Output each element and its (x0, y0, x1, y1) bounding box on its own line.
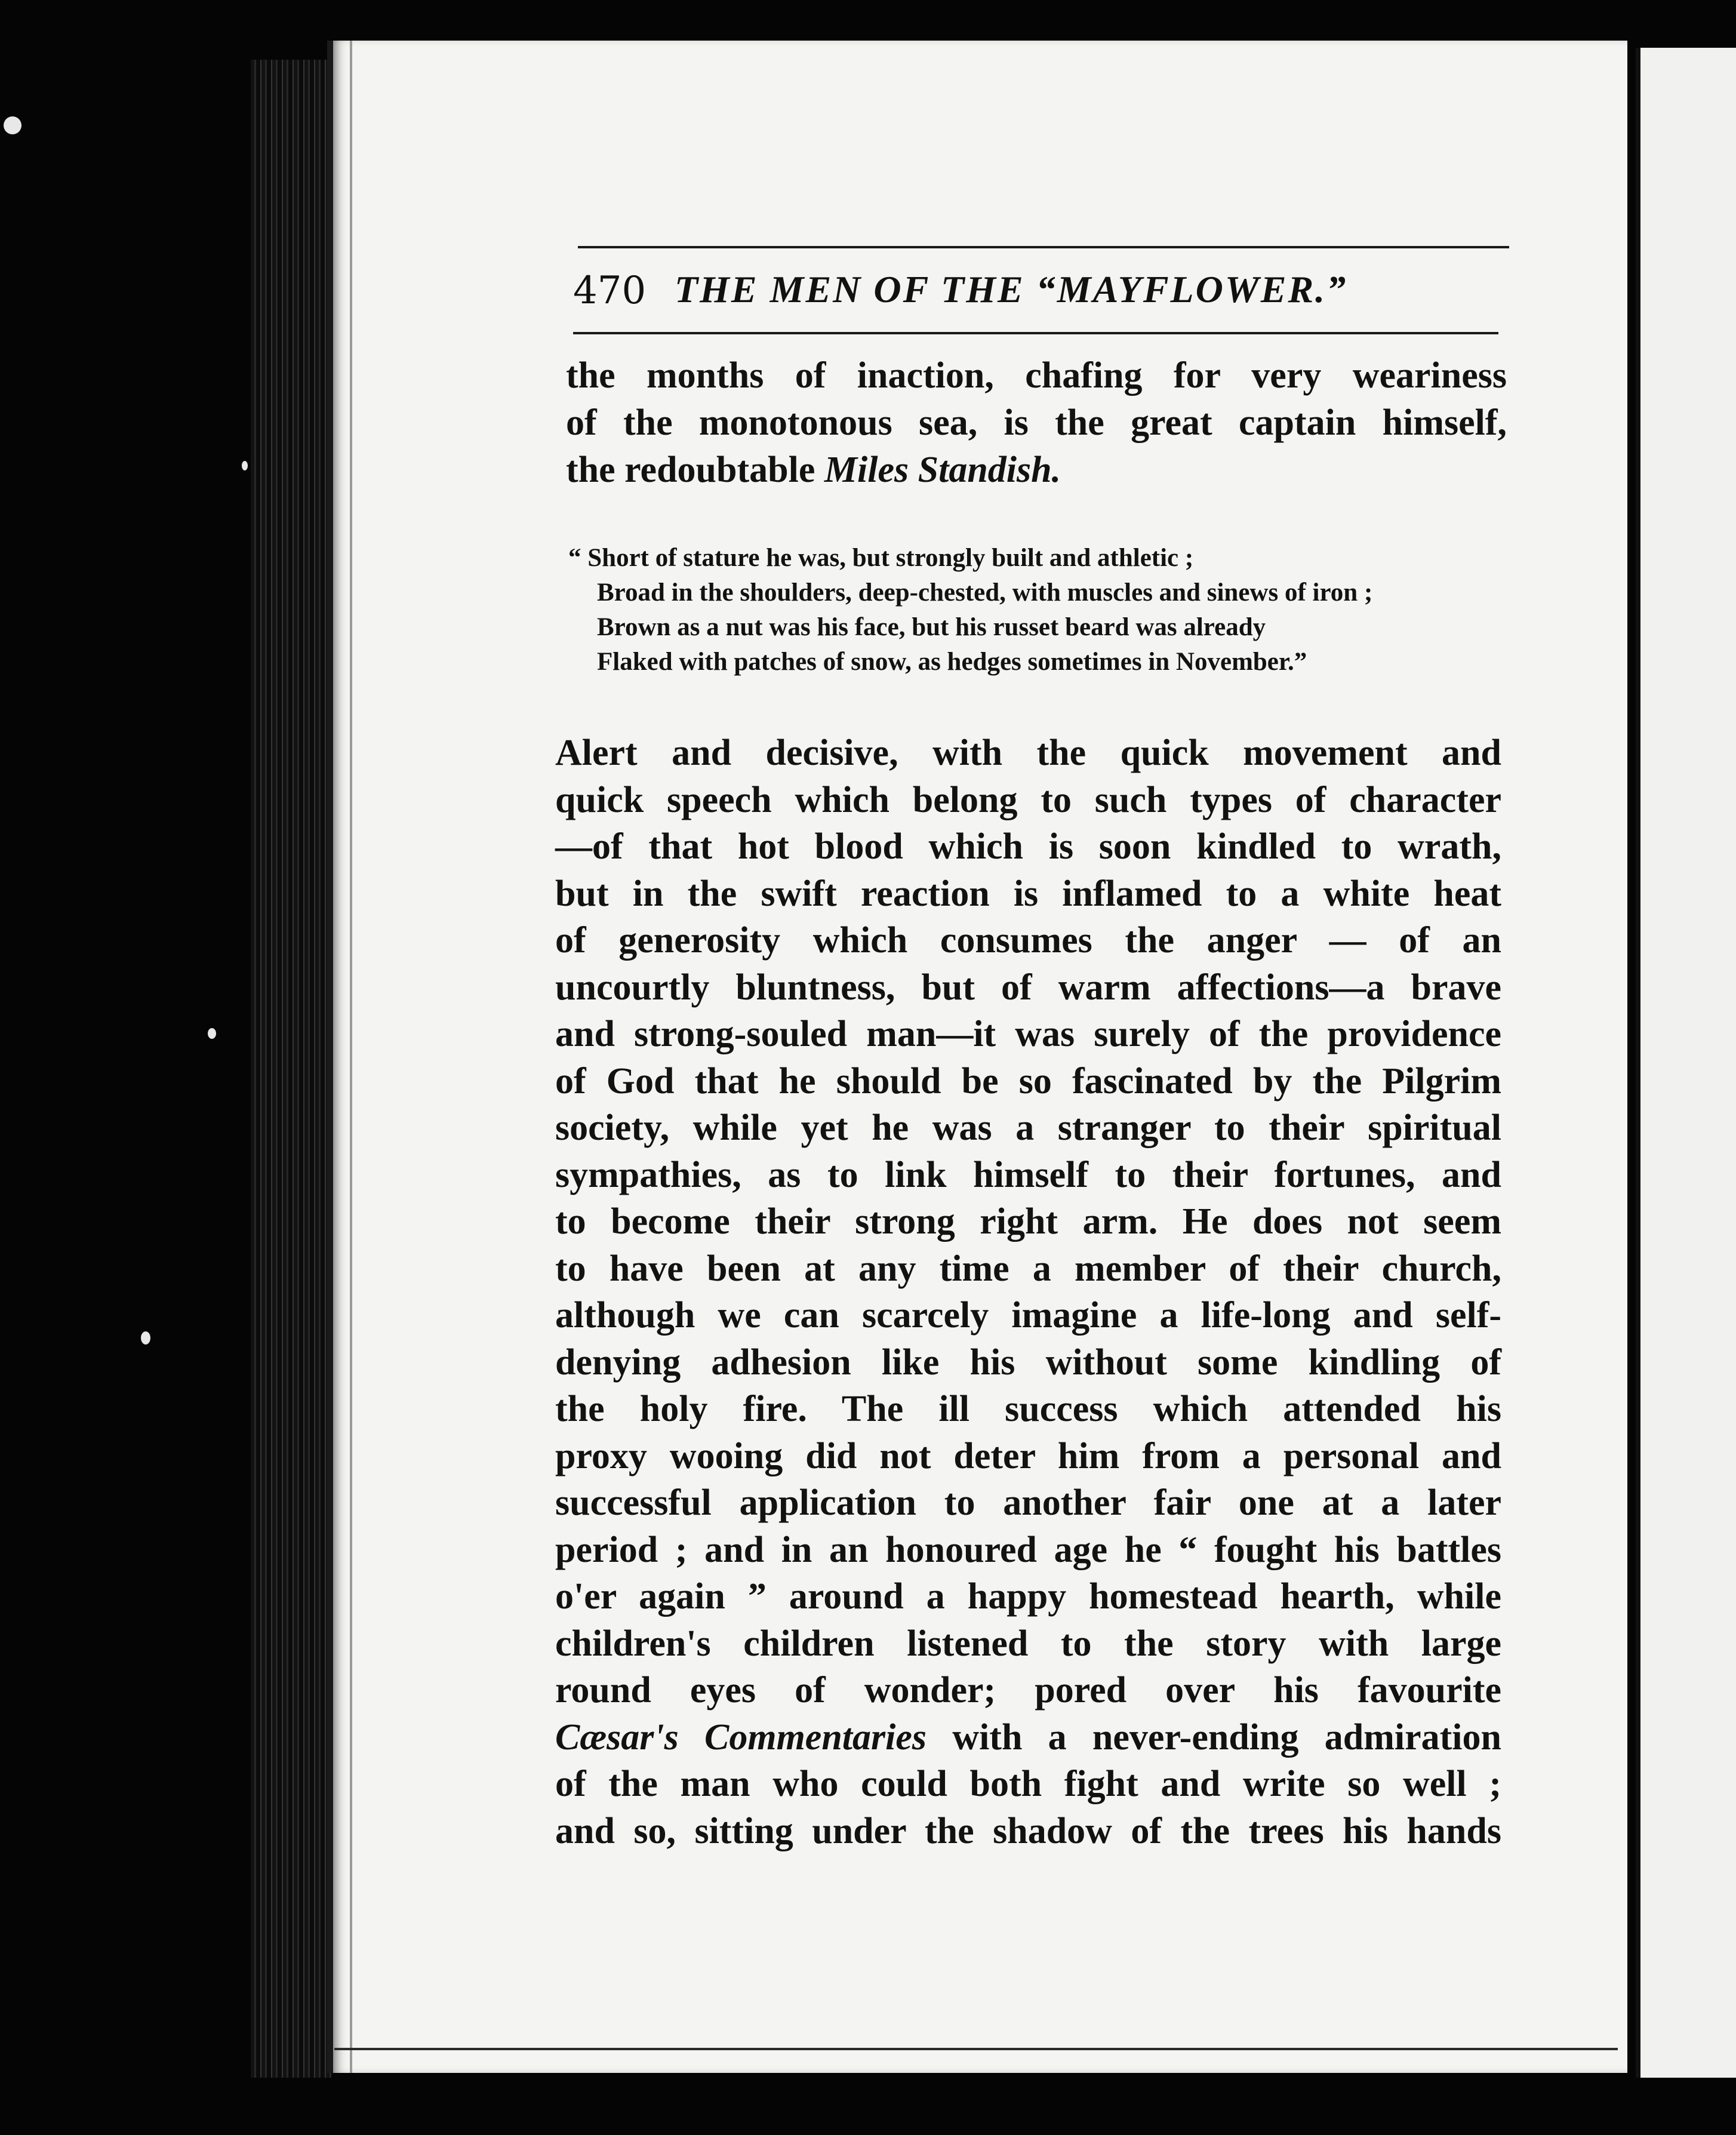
text-line: of God that he should be so fascinated by the Pilgrim (555, 1060, 1501, 1102)
text-line: o'er again ” around a happy homestead hearth, while (555, 1576, 1501, 1617)
italic-title: Cæsar's Commentaries (555, 1716, 927, 1758)
text-line: period ; and in an honoured age he “ fought his battles (555, 1529, 1501, 1570)
dust-speck (208, 1028, 216, 1039)
text-line: proxy wooing did not deter him from a personal and (555, 1435, 1501, 1476)
text-line (566, 447, 1507, 494)
text-line: and so, sitting under the shadow of the trees his hands (555, 1810, 1501, 1851)
text-line: the holy fire. The ill success which attended his (555, 1389, 1501, 1429)
text-line (555, 1714, 1501, 1761)
text-line: successful application to another fair one at a later (555, 1482, 1501, 1523)
body-paragraph (555, 730, 1501, 1854)
dust-speck (141, 1331, 150, 1345)
verse-line: Broad in the shoulders, deep-chested, with muscles and sinews of iron ; (597, 579, 1373, 607)
text-line: and strong-souled man—it was surely of the providence (555, 1014, 1501, 1054)
text-line: the months of inaction, chafing for very weariness (566, 355, 1507, 396)
text-line: to become their strong right arm. He does not seem (555, 1201, 1501, 1242)
intro-paragraph (566, 352, 1507, 494)
verse-quotation (568, 541, 1518, 679)
page-number: 470 (573, 269, 647, 313)
verse-line: Flaked with patches of snow, as hedges sometimes in November.” (597, 648, 1307, 676)
header-top-rule (578, 246, 1509, 248)
text-line: of the man who could both fight and write so well ; (555, 1764, 1501, 1804)
text-line: of the monotonous sea, is the great captain himself, (566, 402, 1507, 443)
text-line: quick speech which belong to such types of character (555, 779, 1501, 820)
dust-speck (242, 461, 248, 470)
book-edge (251, 60, 331, 2078)
text-run: with a never-ending admiration (952, 1716, 1501, 1758)
italic-name: Miles Standish. (824, 450, 1061, 490)
text-line: of generosity which consumes the anger — of an (555, 920, 1501, 961)
text-line: but in the swift reaction is inflamed to a white heat (555, 873, 1501, 914)
running-title: THE MEN OF THE “MAYFLOWER.” (675, 268, 1348, 310)
text-line: sympathies, as to link himself to their fortunes, and (555, 1154, 1501, 1195)
text-line: uncourtly bluntness, but of warm affections—a brave (555, 967, 1501, 1008)
text-line: Alert and decisive, with the quick movement and (555, 733, 1501, 773)
text-line: denying adhesion like his without some kindling of (555, 1342, 1501, 1383)
text-line: —of that hot blood which is soon kindled to wrath, (555, 826, 1501, 867)
text-run: the redoubtable (566, 450, 815, 490)
page-bottom-edge (334, 2048, 1618, 2050)
verse-line: Brown as a nut was his face, but his russet beard was already (597, 613, 1266, 641)
text-line: children's children listened to the story with large (555, 1623, 1501, 1664)
facing-page-edge (1636, 48, 1736, 2078)
text-line: society, while yet he was a stranger to their spiritual (555, 1108, 1501, 1148)
page-gutter-line (350, 41, 352, 2073)
text-line: round eyes of wonder; pored over his favourite (555, 1670, 1501, 1711)
running-head (573, 263, 1504, 322)
text-line: although we can scarcely imagine a life-long and self- (555, 1295, 1501, 1336)
verse-line: “ Short of stature he was, but strongly built and athletic ; (568, 544, 1194, 572)
dust-speck (4, 116, 21, 134)
header-bottom-rule (573, 332, 1498, 334)
text-line: to have been at any time a member of their church, (555, 1248, 1501, 1289)
